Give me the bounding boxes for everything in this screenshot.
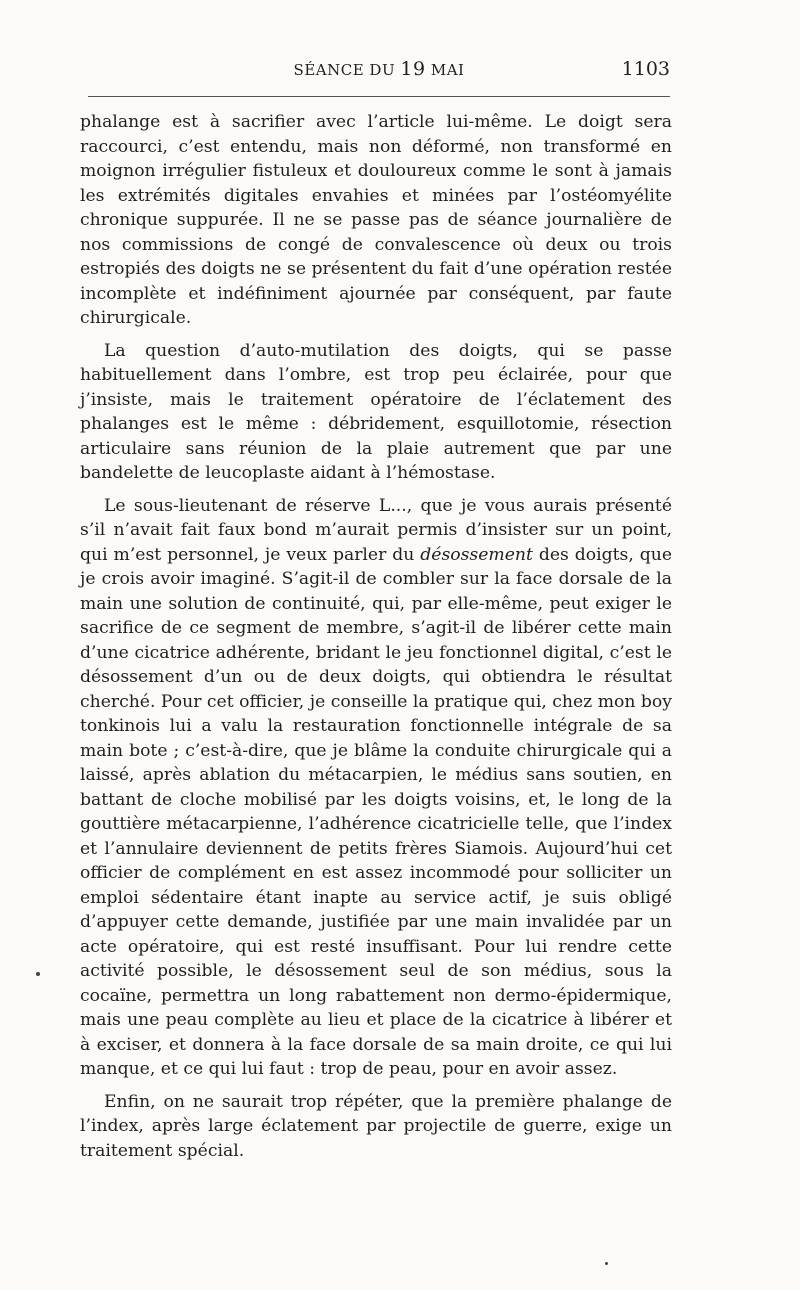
paragraph-3-before: Le sous-lieutenant de réserve L..., que je vous aurais présenté s’il n’avait fait faux bond m’aurait permis d’insister sur un point, qui m’est personnel, je veux parler du: [80, 495, 672, 565]
paragraph-3: [80, 494, 672, 1082]
header-title-suffix: MAI: [425, 61, 465, 79]
paragraph-3-italic: désossement: [420, 544, 533, 565]
margin-dot: [36, 972, 40, 976]
paragraph-2: La question d’auto-mutilation des doigts, qui se passe habituellement dans l’ombre, est trop peu éclairée, pour que j’insiste, mais le traitement opératoire de l’éclatement des phalanges est le même : débridement, esquillotomie, résection articulaire sans réunion de la plaie autrement que par une bandelette de leucoplaste aidant à l’hémostase.: [80, 340, 672, 483]
page-number: 1103: [621, 58, 670, 80]
header-title-day: 19: [400, 58, 426, 80]
paragraph-4: Enfin, on ne saurait trop répéter, que la première phalange de l’index, après large éclatement par projectile de guerre, exige un traitement spécial.: [80, 1091, 672, 1161]
paragraph-3-after: des doigts, que je crois avoir imaginé. S’agit-il de combler sur la face dorsale de la main une solution de continuité, qui, par elle-même, peut exiger le sacrifice de ce segment de membre, s’agit-il de libérer cette main d’une cicatrice adhérente, bridant le jeu fonctionnel digital, c’est le désossement d’un ou de deux doigts, qui obtiendra le résultat cherché. Pour cet officier, je conseille la pratique qui, chez mon boy tonkinois lui a valu la restauration fonctionnelle intégrale de sa main bote ; c’est-à-dire, que je blâme la conduite chirurgicale qui a laissé, après ablation du métacarpien, le médius sans soutien, en battant de cloche mobilisé par les doigts voisins, et, le long de la gouttière métacarpienne, l’adhérence cicatricielle telle, que l’index et l’annulaire deviennent de petits frères Siamois. Aujourd’hui cet officier de complément en est assez incommodé pour solliciter un emploi sédentaire étant inapte au service actif, je suis obligé d’appuyer cette demande, justifiée par une main invalidée par un acte opératoire, qui est resté insuffisant. Pour lui rendre cette activité possible, le désossement seul de son médius, sous la cocaïne, permettra un long rabattement non dermo-épidermique, mais une peau complète au lieu et place de la cicatrice à libérer et à exciser, et donnera à la face dorsale de sa main droite, ce qui lui manque, et ce qui lui faut : trop de peau, pour en avoir assez.: [80, 544, 672, 1079]
paragraph-1: phalange est à sacrifier avec l’article lui-même. Le doigt sera raccourci, c’est entendu, mais non déformé, non transformé en moignon irrégulier fistuleux et douloureux comme le sont à jamais les extrémités digitales envahies et minées par l’ostéomyélite chronique suppurée. Il ne se passe pas de séance journalière de nos commissions de congé de convalescence où deux ou trois estropiés des doigts ne se présentent du fait d’une opération restée incomplète et indéfiniment ajournée par conséquent, par faute chirurgicale.: [80, 112, 672, 328]
header-title-prefix: SÉANCE DU: [293, 61, 401, 79]
header-title: [88, 58, 670, 80]
running-header: [88, 58, 670, 86]
body-text: [80, 110, 672, 1163]
speck-mark: [605, 1262, 608, 1265]
header-rule: [88, 96, 670, 97]
